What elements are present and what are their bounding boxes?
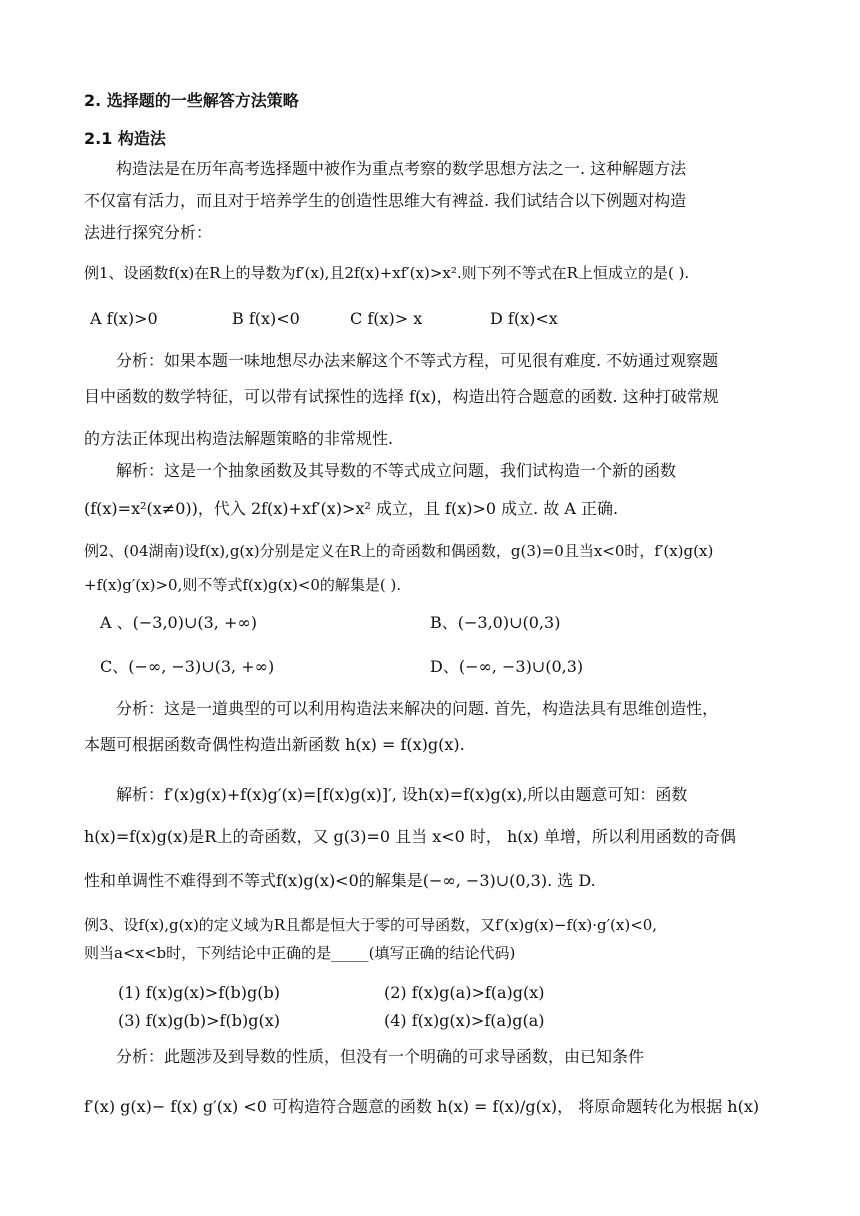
example-1-option-a: A f(x)>0 bbox=[90, 309, 158, 328]
example-3-option-3: (3) f(x)g(b)>f(b)g(x) bbox=[118, 1011, 280, 1030]
example-2-question-line-2: +f(x)g′(x)>0,则不等式f(x)g(x)<0的解集是( ). bbox=[84, 576, 402, 594]
example-2-question-line-1: 例2、(04湖南)设f(x),g(x)分别是定义在R上的奇函数和偶函数，g(3)=0且当x<0时，f′(x)g(x) bbox=[84, 542, 714, 560]
example-2-option-d: D、(−∞, −3)∪(0,3) bbox=[430, 657, 584, 676]
example-2-option-a: A 、(−3,0)∪(3, +∞) bbox=[100, 613, 257, 632]
example-1-question: 例1、设函数f(x)在R上的导数为f′(x),且2f(x)+xf′(x)>x².则下列不等式在R上恒成立的是( ). bbox=[84, 264, 690, 282]
example-2-option-c: C、(−∞, −3)∪(3, +∞) bbox=[100, 657, 275, 676]
analysis-2-line-1: 分析：这是一道典型的可以利用构造法来解决的问题. 首先，构造法具有思维创造性， bbox=[116, 699, 719, 718]
example-1-option-b: B f(x)<0 bbox=[232, 309, 300, 328]
example-3-option-2: (2) f(x)g(a)>f(a)g(x) bbox=[384, 983, 545, 1002]
solution-2-line-1: 解析：f′(x)g(x)+f(x)g′(x)=[f(x)g(x)]′, 设h(x)=f(x)g(x),所以由题意可知：函数 bbox=[116, 785, 688, 804]
analysis-1-line-3: 的方法正体现出构造法解题策略的非常规性. bbox=[84, 429, 394, 448]
intro-paragraph-line-3: 法进行探究分析： bbox=[84, 223, 213, 242]
example-3-option-4: (4) f(x)g(x)>f(a)g(a) bbox=[384, 1011, 545, 1030]
analysis-3-line-1: 分析：此题涉及到导数的性质，但没有一个明确的可求导函数，由已知条件 bbox=[116, 1047, 645, 1066]
solution-1-line-2: (f(x)=x²(x≠0))，代入 2f(x)+xf′(x)>x² 成立，且 f(x)>0 成立. 故 A 正确. bbox=[84, 499, 619, 518]
solution-1-line-1: 解析：这是一个抽象函数及其导数的不等式成立问题，我们试构造一个新的函数 bbox=[116, 461, 677, 480]
analysis-2-line-2: 本题可根据函数奇偶性构造出新函数 h(x) = f(x)g(x). bbox=[84, 735, 465, 754]
example-3-question-line-2: 则当a<x<b时，下列结论中正确的是_____(填写正确的结论代码) bbox=[84, 944, 516, 962]
solution-2-line-2: h(x)=f(x)g(x)是R上的奇函数，又 g(3)=0 且当 x<0 时， h(x) 单增，所以利用函数的奇偶 bbox=[84, 827, 736, 846]
analysis-1-line-2: 目中函数的数学特征，可以带有试探性的选择 f(x)，构造出符合题意的函数. 这种打破常规 bbox=[84, 387, 719, 406]
subsection-heading: 2.1 构造法 bbox=[84, 129, 166, 148]
example-3-option-1: (1) f(x)g(x)>f(b)g(b) bbox=[118, 983, 280, 1002]
analysis-1-line-1: 分析：如果本题一味地想尽办法来解这个不等式方程，可见很有难度. 不妨通过观察题 bbox=[116, 351, 719, 370]
solution-2-line-3: 性和单调性不难得到不等式f(x)g(x)<0的解集是(−∞, −3)∪(0,3). 选 D. bbox=[84, 871, 596, 890]
example-1-option-c: C f(x)> x bbox=[350, 309, 423, 328]
section-heading: 2. 选择题的一些解答方法策略 bbox=[84, 91, 299, 110]
analysis-3-line-2: f′(x) g(x)− f(x) g′(x) <0 可构造符合题意的函数 h(x) = f(x)/g(x)， 将原命题转化为根据 h(x) bbox=[84, 1097, 760, 1116]
example-1-option-d: D f(x)<x bbox=[490, 309, 558, 328]
example-2-option-b: B、(−3,0)∪(0,3) bbox=[430, 613, 561, 632]
intro-paragraph-line-1: 构造法是在历年高考选择题中被作为重点考察的数学思想方法之一. 这种解题方法 bbox=[116, 159, 687, 178]
example-3-question-line-1: 例3、设f(x),g(x)的定义域为R且都是恒大于零的可导函数，又f′(x)g(x)−f(x)·g′(x)<0, bbox=[84, 916, 658, 934]
intro-paragraph-line-2: 不仅富有活力，而且对于培养学生的创造性思维大有裨益. 我们试结合以下例题对构造 bbox=[84, 191, 687, 210]
